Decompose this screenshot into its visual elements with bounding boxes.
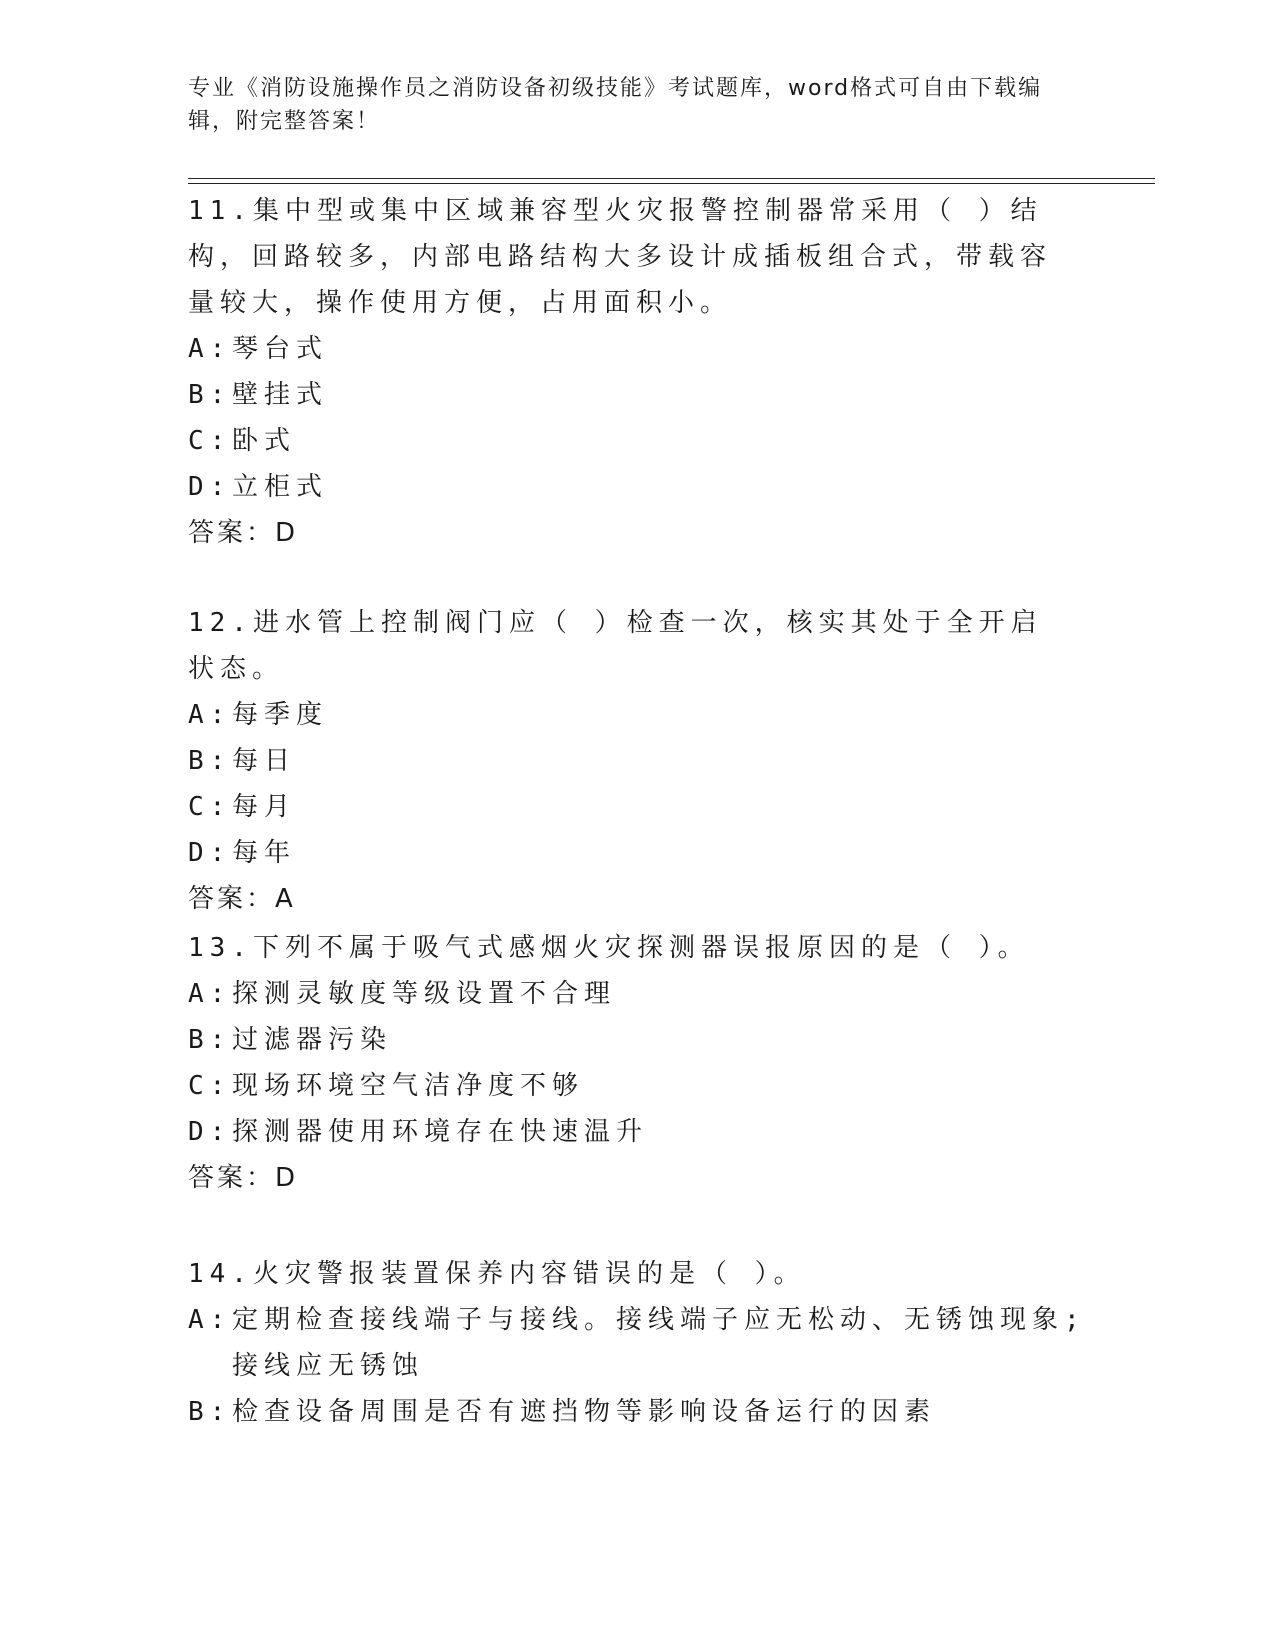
option-text: 立柜式 (232, 472, 329, 502)
option-text: 每季度 (232, 700, 329, 730)
option-key: D: (188, 1117, 232, 1147)
option-key: B: (188, 746, 232, 776)
question-13 (188, 925, 1088, 1201)
option-text: 每日 (232, 746, 297, 776)
option-b (188, 1017, 1088, 1063)
question-stem: 12.进水管上控制阀门应（ ）检查一次，核实其处于全开启状态。 (188, 608, 1043, 684)
question-12 (188, 600, 1088, 922)
option-key: B: (188, 1397, 232, 1427)
question-stem: 14.火灾警报装置保养内容错误的是（ ）。 (188, 1259, 806, 1289)
question-stem: 11.集中型或集中区域兼容型火灾报警控制器常采用（ ）结构，回路较多，内部电路结构大多设计成插板组合式，带载容量较大，操作使用方便，占用面积小。 (188, 196, 1053, 318)
header-divider-top (188, 178, 1155, 179)
option-key: A: (188, 700, 232, 730)
option-text: 琴台式 (232, 334, 329, 364)
option-key: C: (188, 792, 232, 822)
option-text: 每月 (232, 792, 297, 822)
option-key: A: (188, 1305, 232, 1335)
option-a (188, 692, 1088, 738)
answer-line: 答案：D (188, 1163, 299, 1193)
option-c (188, 418, 1088, 464)
option-a (188, 971, 1088, 1017)
option-text: 壁挂式 (232, 380, 329, 410)
option-c (188, 1063, 1088, 1109)
option-text: 探测灵敏度等级设置不合理 (232, 979, 617, 1009)
option-text: 现场环境空气洁净度不够 (232, 1071, 585, 1101)
option-b (188, 738, 1088, 784)
option-text: 每年 (232, 838, 297, 868)
option-a (188, 326, 1088, 372)
option-key: B: (188, 1025, 232, 1055)
question-11 (188, 188, 1088, 556)
option-b (188, 1389, 1088, 1435)
option-key: A: (188, 979, 232, 1009)
question-stem: 13.下列不属于吸气式感烟火灾探测器误报原因的是（ ）。 (188, 933, 1030, 963)
option-key: A: (188, 334, 232, 364)
option-text: 检查设备周围是否有遮挡物等影响设备运行的因素 (232, 1397, 937, 1427)
option-key: D: (188, 838, 232, 868)
option-key: C: (188, 1071, 232, 1101)
option-text: 探测器使用环境存在快速温升 (232, 1117, 649, 1147)
option-text: 过滤器污染 (232, 1025, 393, 1055)
option-d (188, 1109, 1088, 1155)
option-key: C: (188, 426, 232, 456)
option-key: B: (188, 380, 232, 410)
option-b (188, 372, 1088, 418)
option-a (188, 1297, 1088, 1389)
question-14 (188, 1251, 1088, 1435)
option-text: 定期检查接线端子与接线。接线端子应无松动、无锈蚀现象;接线应无锈蚀 (232, 1305, 1086, 1381)
document-header: 专业《消防设施操作员之消防设备初级技能》考试题库，word格式可自由下载编辑，附完整答案！ (188, 76, 1043, 134)
option-key: D: (188, 472, 232, 502)
answer-line: 答案：D (188, 518, 299, 548)
option-d (188, 464, 1088, 510)
option-text: 卧式 (232, 426, 297, 456)
answer-line: 答案：A (188, 884, 296, 914)
header-divider-bottom (188, 183, 1155, 184)
option-d (188, 830, 1088, 876)
option-c (188, 784, 1088, 830)
